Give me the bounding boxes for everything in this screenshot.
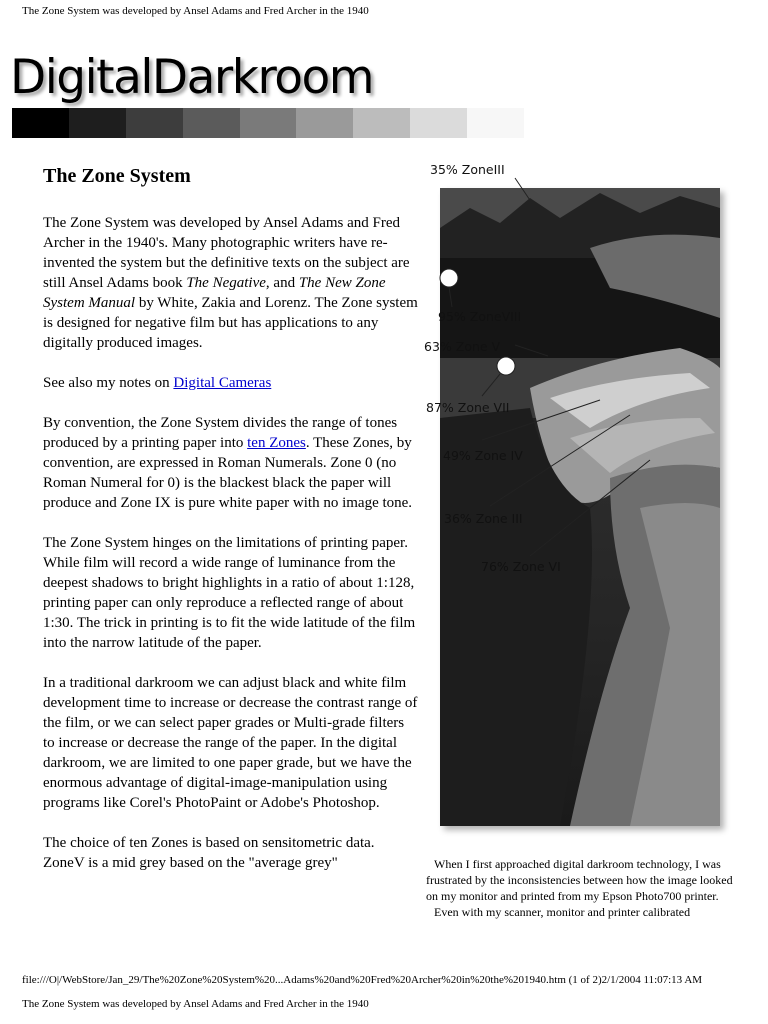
paragraph-see-also: See also my notes on Digital Cameras [43, 375, 272, 391]
zone-label-5: 49% Zone IV [443, 448, 523, 463]
zone-label-7: 76% Zone VI [481, 559, 561, 574]
greyscale-swatch-6 [353, 108, 410, 138]
site-logo: DigitalDarkroom [10, 50, 374, 105]
article-title: The Zone System [43, 165, 191, 187]
greyscale-swatch-7 [410, 108, 467, 138]
zone-label-3: 63% Zone V [424, 339, 501, 354]
paragraph-limitations: The Zone System hinges on the limitations of printing paper. While film will record a wide range of luminance from the deepest shadows to bright highlights in a ratio of about 1:128, printing paper can only reproduce a reflected range of about 1:30. The trick in printing is to fit the wide latitude of the film into the narrow latitude of the paper. [43, 535, 416, 651]
zone-label-1: 35% ZoneIII [430, 162, 505, 177]
caption-paragraph-1: When I first approached digital darkroom technology, I was frustrated by the inconsistencies between how the image looked on my monitor and printed from my Epson Photo700 printer. [426, 857, 733, 903]
zone-photo-figure [420, 160, 750, 850]
print-header-top: The Zone System was developed by Ansel Adams and Fred Archer in the 1940 [22, 5, 369, 17]
greyscale-swatch-8 [467, 108, 524, 138]
zone-pointer-lines [420, 160, 750, 850]
print-footer-url: file:///O|/WebStore/Jan_29/The%20Zone%20System%20...Adams%20and%20Fred%20Archer%20in%20the%201940.htm (1 of 2)2/1/2004 11:07:13 AM [22, 974, 703, 986]
paragraph-zones: By convention, the Zone System divides the range of tones produced by a printing paper into ten Zones. These Zones, by convention, are expressed in Roman Numerals. Zone 0 (no Roman Numeral for 0) is the blackest black the paper will produce and Zone IX is pure white paper with no image tone. [43, 415, 413, 511]
caption-paragraph-2: Even with my scanner, monitor and printer calibrated [434, 905, 691, 919]
print-header-bottom: The Zone System was developed by Ansel Adams and Fred Archer in the 1940 [22, 998, 369, 1010]
greyscale-swatch-0 [12, 108, 69, 138]
digital-cameras-link[interactable]: Digital Cameras [173, 375, 272, 391]
article [43, 163, 418, 893]
greyscale-swatch-1 [69, 108, 126, 138]
photo-caption [426, 856, 742, 920]
paragraph-intro: The Zone System was developed by Ansel Adams and Fred Archer in the 1940's. Many photographic writers have re-invented the system but the definitive texts on the subject are still Ansel Adams book The Negative, and The New Zone System Manual by White, Zakia and Lorenz. The Zone system is designed for negative film but has applications to any digitally produced images. [43, 215, 418, 351]
paragraph-darkroom: In a traditional darkroom we can adjust black and white film development time to increase or decrease the contrast range of the film, or we can select paper grades or Multi-grade filters to increase or decrease the range of the paper. In the digital darkroom, we are limited to one paper grade, but we have the enormous advantage of digital-image-manipulation using programs like Corel's PhotoPaint or Adobe's Photoshop. [43, 675, 418, 811]
paragraph-ten-zones: The choice of ten Zones is based on sensitometric data. ZoneV is a mid grey based on the "average grey" [43, 835, 375, 871]
zone-label-4: 87% Zone VII [426, 400, 510, 415]
zone-label-2: 95% ZoneVIII [438, 309, 522, 324]
greyscale-swatch-2 [126, 108, 183, 138]
greyscale-strip [12, 108, 524, 138]
ten-zones-link[interactable]: ten Zones [247, 435, 306, 451]
greyscale-swatch-4 [240, 108, 297, 138]
zone-label-6: 36% Zone III [444, 511, 523, 526]
greyscale-swatch-3 [183, 108, 240, 138]
greyscale-swatch-5 [296, 108, 353, 138]
